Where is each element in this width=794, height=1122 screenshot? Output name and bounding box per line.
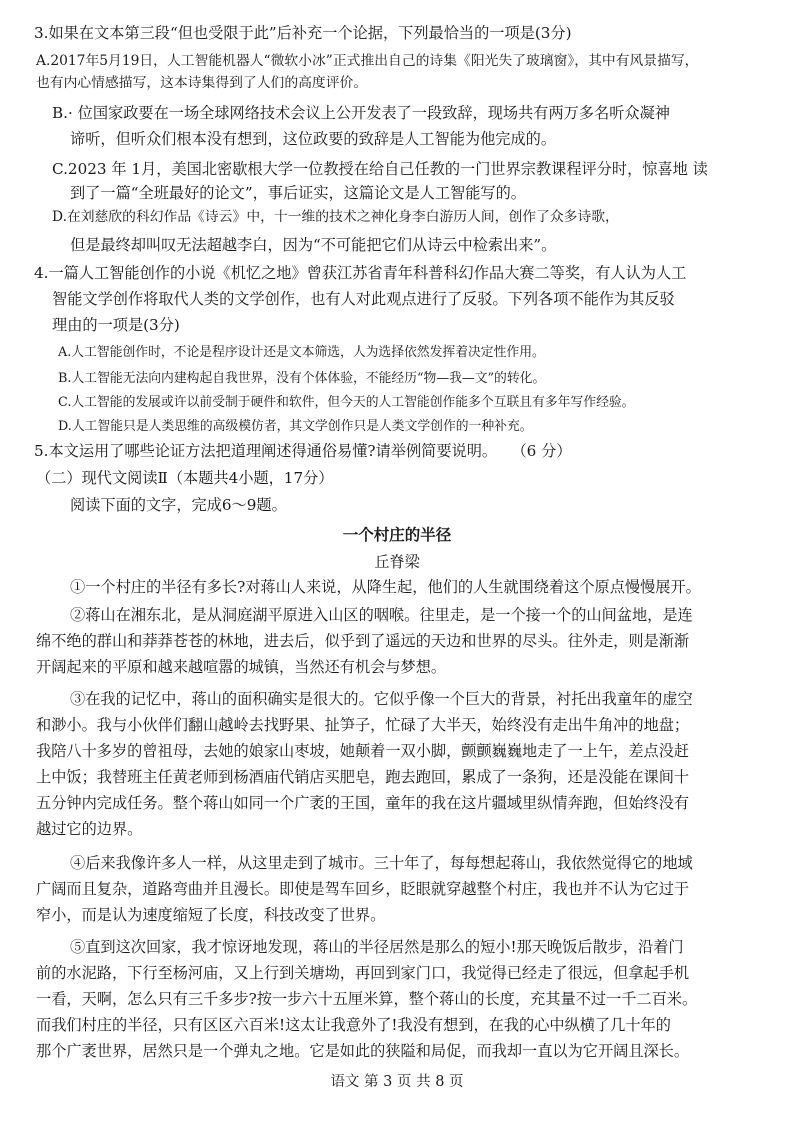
article-paragraph-3-line: 和渺小。我与小伙伴们翻山越岭去找野果、扯笋子，忙碌了大半天，始终没有走出牛角冲的地盘； (36, 716, 690, 734)
q5-stem (34, 440, 572, 462)
q4-option-c: C.人工智能的发展或许以前受制于硬件和软件，但今天的人工智能创作能多个互联且有多年写作经验。 (58, 395, 635, 410)
article-paragraph-3: ③在我的记忆中，蒋山的面积确实是很大的。它似乎像一个巨大的背景，衬托出我童年的虚空 (70, 690, 693, 708)
article-paragraph-4-line: 广阔而且复杂，道路弯曲并且漫长。即使是驾车回乡，眨眼就穿越整个村庄，我也并不认为它过于 (36, 880, 690, 898)
article-paragraph-5-line: 而我们村庄的半径，只有区区六百米!这太让我意外了!我没有想到，在我的心中纵横了几十年的 (36, 1016, 671, 1034)
q4-stem-cont2: 理由的一项是(3分) (52, 316, 180, 334)
q3-option-b-cont: 谛听，但听众们根本没有想到，这位政要的致辞是人工智能为他完成的。 (70, 130, 556, 148)
article-paragraph-4-line: 窄小，而是认为速度缩短了长度，科技改变了世界。 (36, 906, 386, 924)
q4-stem-cont: 智能文学创作将取代人类的文学创作，也有人对此观点进行了反驳。下列各项不能作为其反驳 (52, 290, 675, 308)
article-paragraph-5-line: 那个广袤世界，居然只是一个弹丸之地。它是如此的狭隘和局促，而我却一直以为它开阔且深长。 (36, 1042, 690, 1060)
article-title: 一个村庄的半径 (342, 526, 452, 544)
q4-stem: 4.一篇人工智能创作的小说《机忆之地》曾获江苏省青年科普科幻作品大赛二等奖，有人认为人工 (34, 264, 687, 282)
article-paragraph-5: ⑤直到这次回家，我才惊讶地发现，蒋山的半径居然是那么的短小!那天晚饭后散步，沿着门 (70, 938, 684, 956)
article-paragraph-1: ①一个村庄的半径有多长?对蒋山人来说，从降生起，他们的人生就围绕着这个原点慢慢展开。 (70, 578, 701, 596)
article-paragraph-3-line: 越过它的边界。 (36, 820, 143, 838)
article-paragraph-2-line: 绵不绝的群山和莽莽苍苍的林地，进去后，似乎到了遥远的天边和世界的尽头。往外走，则是渐渐 (36, 632, 690, 650)
article-paragraph-3-line: 上中饭；我替班主任黄老师到杨酒庙代销店买肥皂，跑去跑回，累成了一条狗，还是没能在课间十 (36, 768, 690, 786)
page-footer: 语文 第 3 页 共 8 页 (330, 1074, 464, 1090)
q3-stem: 3.如果在文本第三段“但也受限于此”后补充一个论据，下列最恰当的一项是(3分) (34, 24, 572, 42)
q3-option-a-cont: 也有内心情感描写，这本诗集得到了人们的高度评价。 (36, 75, 368, 91)
q3-option-c: C.2023 年 1月，美国北密歇根大学一位教授在给自己任教的一门世界宗教课程评分时，惊喜地 读 (52, 160, 708, 178)
article-paragraph-2-line: 开阔起来的平原和越来越喧嚣的城镇，当然还有机会与梦想。 (36, 658, 447, 676)
q3-option-c-cont: 到了一篇“全班最好的论文”，事后证实，这篇论文是人工智能写的。 (70, 184, 526, 202)
article-paragraph-4: ④后来我像许多人一样，从这里走到了城市。三十年了，每每想起蒋山，我依然觉得它的地域 (70, 854, 693, 872)
section-instruction: 阅读下面的文字，完成6～9题。 (70, 496, 287, 514)
q4-option-b: B.人工智能无法向内建构起自我世界，没有个体体验，不能经历“物—我—文”的转化。 (58, 371, 546, 386)
article-paragraph-3-line: 我陪八十多岁的曾祖母，去她的娘家山枣坡，她颠着一双小脚，颤颤巍巍地走了一上午，差点没赶 (36, 742, 690, 760)
article-paragraph-5-line: 一看，天啊，怎么只有三千多步?按一步六十五厘米算，整个蒋山的长度，充其量不过一千二百米。 (36, 990, 698, 1008)
section-heading: （二）现代文阅读Ⅱ（本题共4小题，17分） (36, 469, 334, 487)
article-paragraph-5-line: 前的水泥路，下行至杨河庙，又上行到关塘坳，再回到家门口，我觉得已经走了很远，但拿起手机 (36, 964, 690, 982)
q4-option-a: A.人工智能创作时，不论是程序设计还是文本筛选，人为选择依然发挥着决定性作用。 (58, 345, 545, 360)
article-paragraph-2: ②蒋山在湘东北，是从洞庭湖平原进入山区的咽喉。往里走，是一个接一个的山间盆地，是连 (70, 606, 693, 624)
q3-option-b: B.· 位国家政要在一场全球网络技术会议上公开发表了一段致辞，现场共有两万多名听众凝神 (52, 104, 670, 122)
q5-score: （6 分） (519, 442, 572, 460)
article-paragraph-3-line: 五分钟内完成任务。整个蒋山如同一个广袤的王国，童年的我在这片疆域里纵情奔跑，但始终没有 (36, 794, 690, 812)
q3-option-d-cont: 但是最终却叫叹无法超越李白，因为“不可能把它们从诗云中检索出来”。 (70, 236, 557, 254)
q5-stem-text: 5.本文运用了哪些论证方法把道理阐述得通俗易懂?请举例简要说明。 (34, 442, 498, 460)
q3-option-a: A.2017年5月19日，人工智能机器人“微软小冰”正式推出自己的诗集《阳光失了玻璃窗》，其中有风景描写， (36, 53, 699, 69)
q3-option-d: D.在刘慈欣的科幻作品《诗云》中，十一维的技术之神化身李白游历人间，创作了众多诗歌， (52, 209, 619, 225)
article-author: 丘脊梁 (374, 553, 420, 571)
q4-option-d: D.人工智能只是人类思维的高级模仿者，其文学创作只是人类文学创作的一种补充。 (58, 419, 533, 434)
